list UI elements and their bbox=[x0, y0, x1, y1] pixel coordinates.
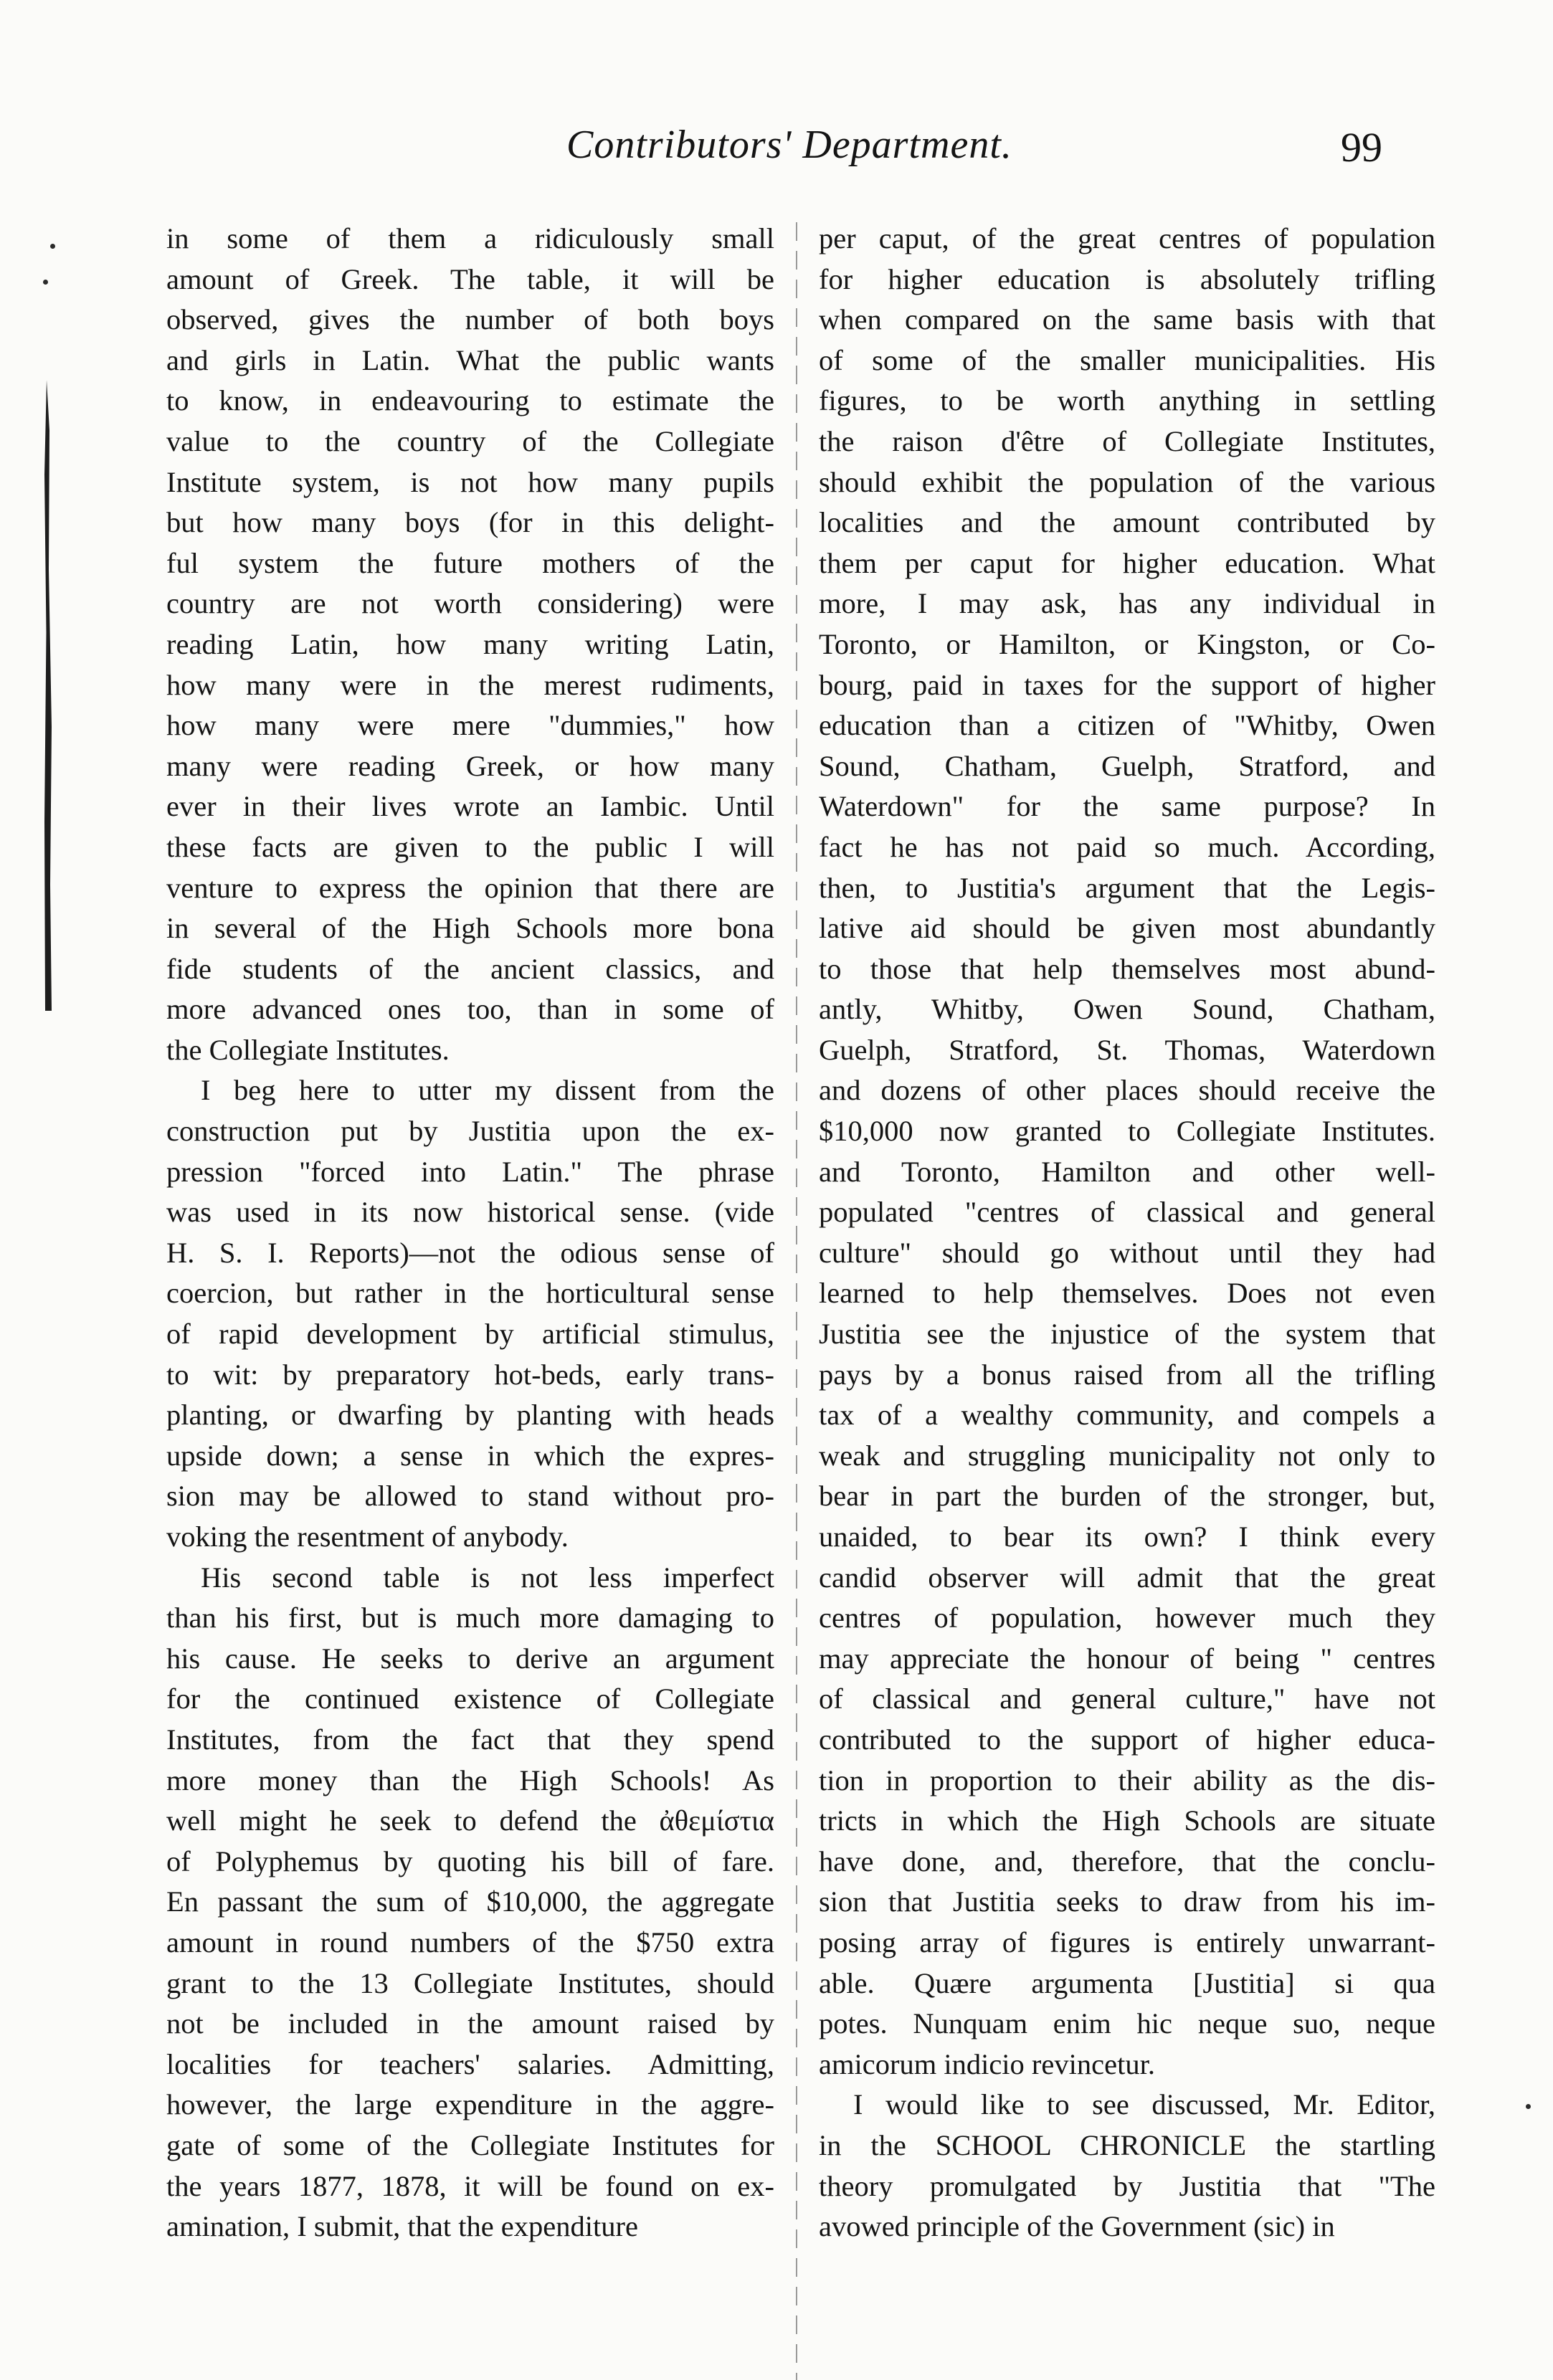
text-line: H. S. I. Reports)—not the odious sense of bbox=[166, 1236, 774, 1269]
text-line: ful system the future mothers of the bbox=[166, 546, 774, 579]
text-line: observed, gives the number of both boys bbox=[166, 303, 774, 336]
text-line: tax of a wealthy community, and compels a bbox=[819, 1399, 1435, 1432]
text-line: should exhibit the population of the various bbox=[819, 465, 1435, 498]
text-line: Sound, Chatham, Guelph, Stratford, and bbox=[819, 749, 1435, 782]
text-line: in some of them a ridiculously small bbox=[166, 222, 774, 254]
text-line: in several of the High Schools more bona bbox=[166, 912, 774, 945]
text-line: amicorum indicio revincetur. bbox=[819, 2047, 1155, 2080]
text-line: more money than the High Schools! As bbox=[166, 1763, 774, 1796]
text-line: and Toronto, Hamilton and other well- bbox=[819, 1155, 1435, 1188]
text-line: then, to Justitia's argument that the Legis- bbox=[819, 871, 1435, 904]
text-line: country are not worth considering) were bbox=[166, 587, 774, 620]
scan-edge-mark bbox=[44, 380, 52, 1011]
text-line: weak and struggling municipality not only to bbox=[819, 1439, 1435, 1472]
text-line: theory promulgated by Justitia that "The bbox=[819, 2169, 1435, 2202]
text-line: for the continued existence of Collegiate bbox=[166, 1682, 774, 1715]
ink-speck bbox=[50, 244, 55, 249]
text-line: when compared on the same basis with that bbox=[819, 303, 1435, 336]
text-line: not be included in the amount raised by bbox=[166, 2007, 774, 2040]
text-line: planting, or dwarfing by planting with heads bbox=[166, 1399, 774, 1432]
text-line: and dozens of other places should receive the bbox=[819, 1074, 1435, 1107]
text-line: amination, I submit, that the expenditure bbox=[166, 2210, 638, 2243]
text-line: unaided, to bear its own? I think every bbox=[819, 1520, 1435, 1553]
text-line: to know, in endeavouring to estimate the bbox=[166, 384, 774, 417]
text-line: how many were mere "dummies," how bbox=[166, 709, 774, 742]
text-line: the years 1877, 1878, it will be found on ex- bbox=[166, 2169, 774, 2202]
text-line: candid observer will admit that the great bbox=[819, 1561, 1435, 1594]
text-line: voking the resentment of anybody. bbox=[166, 1520, 569, 1553]
text-line: the raison d'être of Collegiate Institutes, bbox=[819, 424, 1435, 457]
text-line: localities for teachers' salaries. Admitting, bbox=[166, 2047, 774, 2080]
text-line: avowed principle of the Government (sic) in bbox=[819, 2210, 1335, 2243]
text-line: his cause. He seeks to derive an argument bbox=[166, 1642, 774, 1675]
text-line: centres of population, however much they bbox=[819, 1601, 1435, 1634]
ink-speck bbox=[1526, 2104, 1531, 2109]
text-line: amount in round numbers of the $750 extra bbox=[166, 1926, 774, 1958]
text-line: antly, Whitby, Owen Sound, Chatham, bbox=[819, 993, 1435, 1026]
text-line: venture to express the opinion that there are bbox=[166, 871, 774, 904]
text-line: bear in part the burden of the stronger, but, bbox=[819, 1480, 1435, 1513]
text-line: Justitia see the injustice of the system that bbox=[819, 1318, 1435, 1351]
text-line: figures, to be worth anything in settling bbox=[819, 384, 1435, 417]
text-line: them per caput for higher education. What bbox=[819, 546, 1435, 579]
text-line: sion may be allowed to stand without pro- bbox=[166, 1480, 774, 1513]
text-line: was used in its now historical sense. (vide bbox=[166, 1196, 774, 1229]
text-line: of some of the smaller municipalities. His bbox=[819, 343, 1435, 376]
text-line: able. Quære argumenta [Justitia] si qua bbox=[819, 1966, 1435, 1999]
page-header bbox=[0, 108, 1553, 179]
text-line: of Polyphemus by quoting his bill of fare. bbox=[166, 1844, 774, 1877]
text-line: the Collegiate Institutes. bbox=[166, 1033, 450, 1066]
text-line: but how many boys (for in this delight- bbox=[166, 506, 774, 539]
text-line: amount of Greek. The table, it will be bbox=[166, 262, 774, 295]
text-line: per caput, of the great centres of population bbox=[819, 222, 1435, 254]
text-line: His second table is not less imperfect bbox=[201, 1561, 774, 1594]
text-line: to those that help themselves most abund- bbox=[819, 952, 1435, 985]
text-line: En passant the sum of $10,000, the aggregate bbox=[166, 1885, 774, 1918]
text-line: contributed to the support of higher educa- bbox=[819, 1723, 1435, 1756]
text-line: construction put by Justitia upon the ex- bbox=[166, 1115, 774, 1148]
text-line: coercion, but rather in the horticultural sense bbox=[166, 1277, 774, 1310]
text-line: pays by a bonus raised from all the trifling bbox=[819, 1358, 1435, 1391]
text-line: populated "centres of classical and general bbox=[819, 1196, 1435, 1229]
text-line: value to the country of the Collegiate bbox=[166, 424, 774, 457]
text-line: localities and the amount contributed by bbox=[819, 506, 1435, 539]
ink-speck bbox=[43, 280, 48, 285]
text-line: I would like to see discussed, Mr. Editor, bbox=[853, 2088, 1435, 2121]
text-line: sion that Justitia seeks to draw from his im- bbox=[819, 1885, 1435, 1918]
page-number: 99 bbox=[1341, 124, 1382, 171]
text-line: Guelph, Stratford, St. Thomas, Waterdown bbox=[819, 1033, 1435, 1066]
text-line: I beg here to utter my dissent from the bbox=[201, 1074, 774, 1107]
text-line: and girls in Latin. What the public wants bbox=[166, 343, 774, 376]
text-line: culture" should go without until they had bbox=[819, 1236, 1435, 1269]
text-line: upside down; a sense in which the expres- bbox=[166, 1439, 774, 1472]
text-line: ever in their lives wrote an Iambic. Until bbox=[166, 790, 774, 823]
text-line: more advanced ones too, than in some of bbox=[166, 993, 774, 1026]
running-title: Contributors' Department. bbox=[566, 123, 1012, 167]
text-line: tion in proportion to their ability as the dis- bbox=[819, 1763, 1435, 1796]
text-line: tricts in which the High Schools are situate bbox=[819, 1804, 1435, 1837]
left-text-column bbox=[166, 219, 774, 2247]
text-line: $10,000 now granted to Collegiate Institutes. bbox=[819, 1115, 1435, 1148]
text-line: fide students of the ancient classics, and bbox=[166, 952, 774, 985]
text-line: education than a citizen of "Whitby, Owen bbox=[819, 709, 1435, 742]
text-line: of classical and general culture," have not bbox=[819, 1682, 1435, 1715]
text-line: Institute system, is not how many pupils bbox=[166, 465, 774, 498]
text-line: many were reading Greek, or how many bbox=[166, 749, 774, 782]
text-line: well might he seek to defend the ἀθεμίστια bbox=[166, 1804, 774, 1837]
text-line: fact he has not paid so much. According, bbox=[819, 830, 1435, 863]
text-line: Institutes, from the fact that they spend bbox=[166, 1723, 774, 1756]
text-line: lative aid should be given most abundantly bbox=[819, 912, 1435, 945]
text-line: more, I may ask, has any individual in bbox=[819, 587, 1435, 620]
text-line: than his first, but is much more damaging to bbox=[166, 1601, 774, 1634]
text-line: bourg, paid in taxes for the support of higher bbox=[819, 668, 1435, 701]
text-line: of rapid development by artificial stimulus, bbox=[166, 1318, 774, 1351]
text-line: potes. Nunquam enim hic neque suo, neque bbox=[819, 2007, 1435, 2040]
text-line: learned to help themselves. Does not even bbox=[819, 1277, 1435, 1310]
text-line: how many were in the merest rudiments, bbox=[166, 668, 774, 701]
text-line: Toronto, or Hamilton, or Kingston, or Co- bbox=[819, 627, 1435, 660]
text-line: however, the large expenditure in the aggre- bbox=[166, 2088, 774, 2121]
text-line: reading Latin, how many writing Latin, bbox=[166, 627, 774, 660]
text-line: have done, and, therefore, that the conclu- bbox=[819, 1844, 1435, 1877]
right-text-column bbox=[819, 219, 1435, 2247]
text-line: pression "forced into Latin." The phrase bbox=[166, 1155, 774, 1188]
text-line: these facts are given to the public I will bbox=[166, 830, 774, 863]
text-line: in the SCHOOL CHRONICLE the startling bbox=[819, 2128, 1435, 2161]
column-divider bbox=[796, 222, 797, 2380]
text-line: to wit: by preparatory hot-beds, early trans- bbox=[166, 1358, 774, 1391]
text-line: for higher education is absolutely trifling bbox=[819, 262, 1435, 295]
text-line: may appreciate the honour of being " centres bbox=[819, 1642, 1435, 1675]
text-line: grant to the 13 Collegiate Institutes, should bbox=[166, 1966, 774, 1999]
text-line: posing array of figures is entirely unwarrant- bbox=[819, 1926, 1435, 1958]
text-line: Waterdown" for the same purpose? In bbox=[819, 790, 1435, 823]
text-line: gate of some of the Collegiate Institutes for bbox=[166, 2128, 774, 2161]
